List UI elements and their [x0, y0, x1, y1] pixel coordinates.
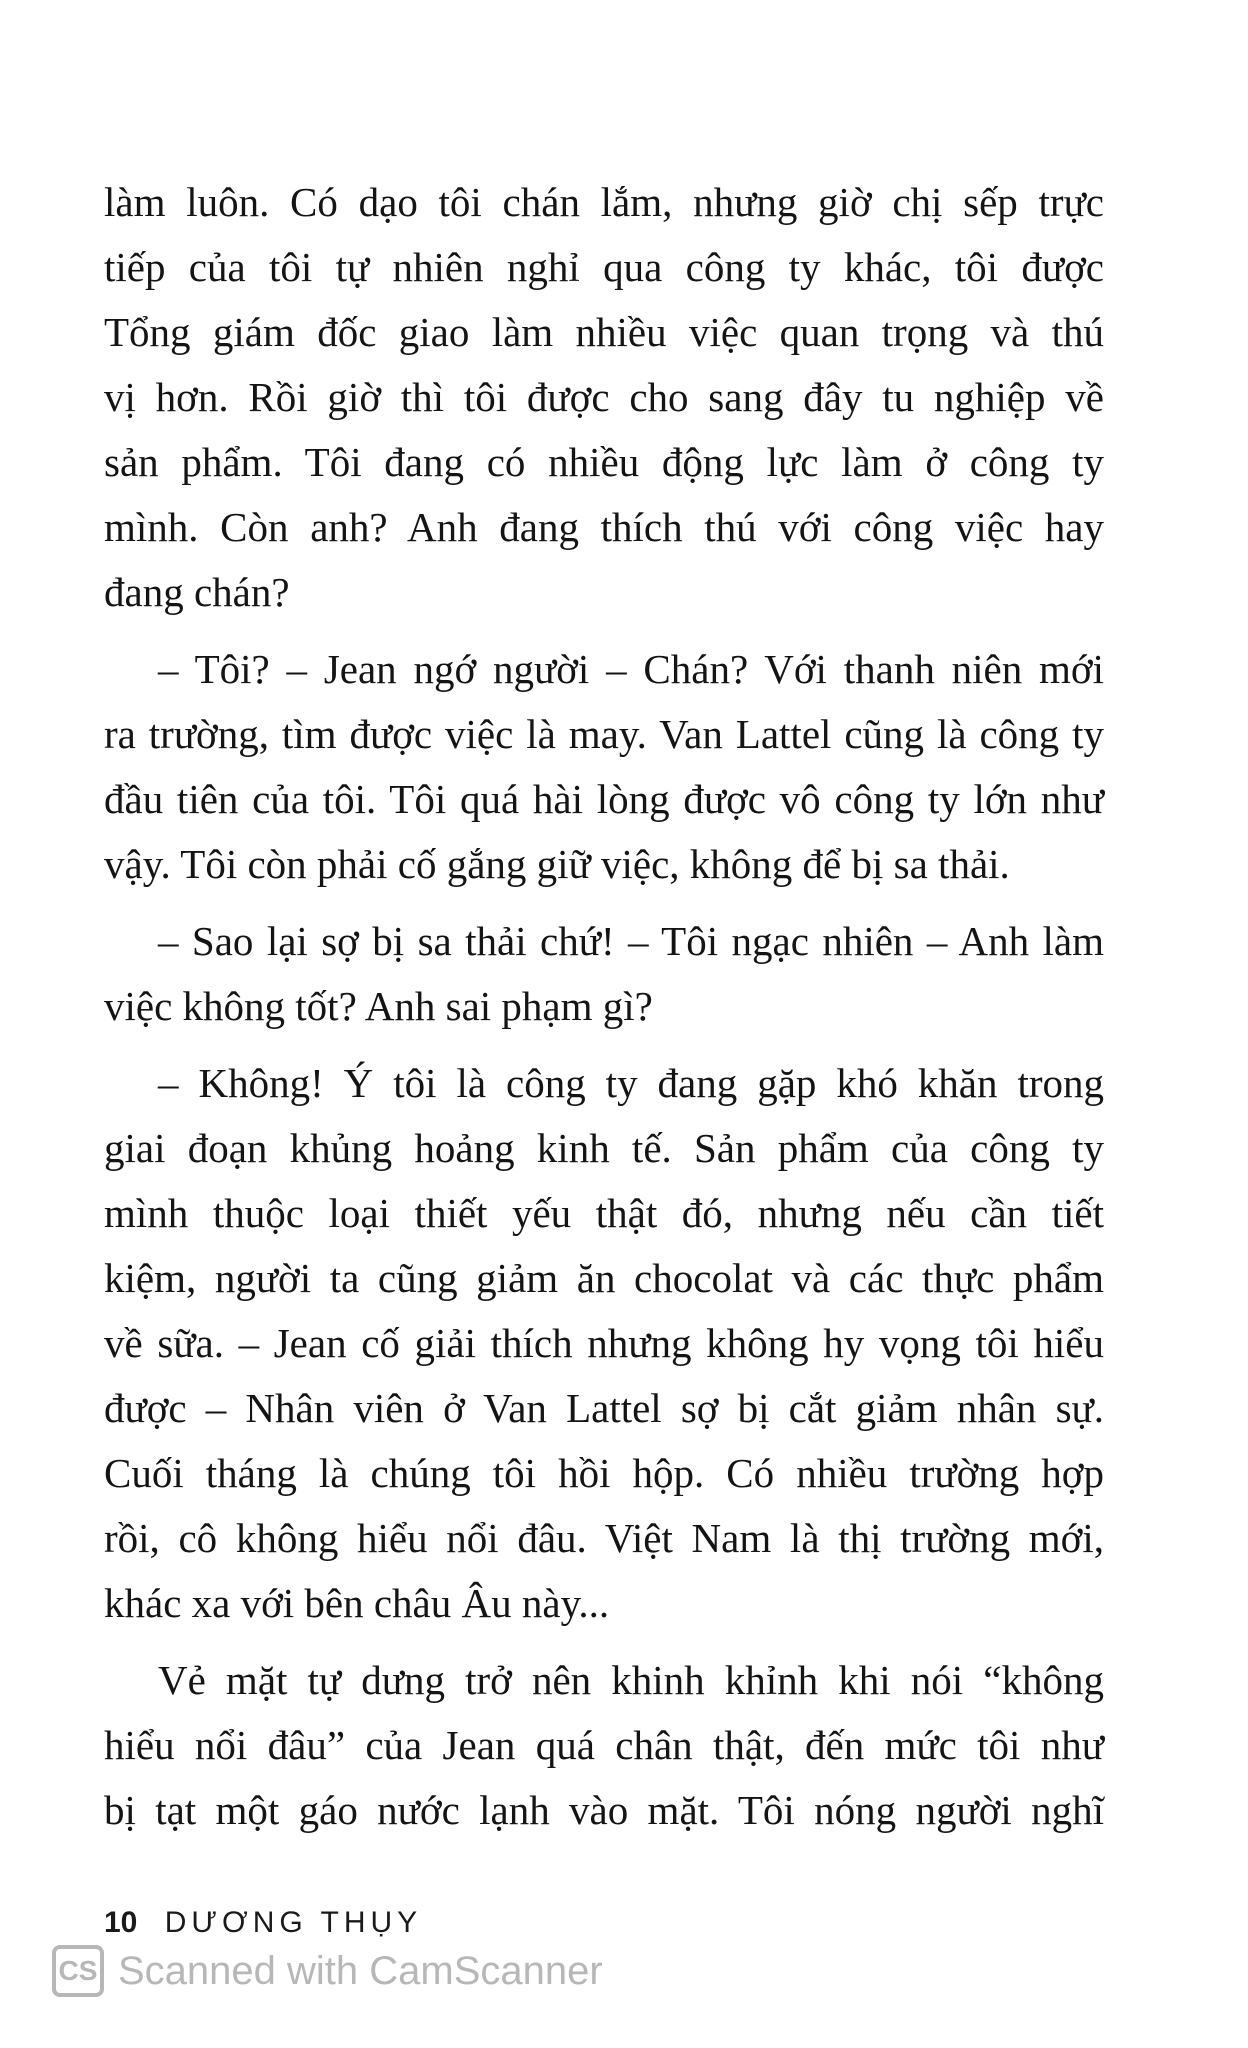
text-line: Tổng giám đốc giao làm nhiều việc quan trọng và thú [104, 309, 1104, 355]
text-line: được – Nhân viên ở Van Lattel sợ bị cắt giảm nhân sự. [104, 1385, 1104, 1431]
text-line: Vẻ mặt tự dưng trở nên khinh khỉnh khi nói “không [158, 1657, 1104, 1703]
author-name: DƯƠNG THỤY [164, 1906, 423, 1939]
text-line: – Không! Ý tôi là công ty đang gặp khó khăn trong [158, 1060, 1104, 1106]
text-line: mình. Còn anh? Anh đang thích thú với công việc hay [104, 504, 1104, 550]
text-line: đang chán? [104, 569, 290, 615]
text-line: Cuối tháng là chúng tôi hồi hộp. Có nhiều trường hợp [104, 1450, 1104, 1496]
camscanner-logo-icon: CS [52, 1945, 104, 1997]
paragraph-gap [104, 625, 1104, 637]
text-line: sản phẩm. Tôi đang có nhiều động lực làm ở công ty [104, 439, 1104, 485]
text-line: đầu tiên của tôi. Tôi quá hài lòng được vô công ty lớn như [104, 776, 1104, 822]
text-line: ra trường, tìm được việc là may. Van Lattel cũng là công ty [104, 711, 1104, 757]
text-line: bị tạt một gáo nước lạnh vào mặt. Tôi nóng người nghĩ [104, 1787, 1104, 1833]
paragraph-gap [104, 897, 1104, 909]
page-body-text [104, 170, 1104, 1843]
text-line: hiểu nổi đâu” của Jean quá chân thật, đến mức tôi như [104, 1722, 1104, 1768]
text-line: – Tôi? – Jean ngớ người – Chán? Với thanh niên mới [158, 646, 1104, 692]
text-line: rồi, cô không hiểu nổi đâu. Việt Nam là thị trường mới, [104, 1515, 1104, 1561]
paragraph-gap [104, 1636, 1104, 1648]
watermark-text: Scanned with CamScanner [118, 1948, 603, 1993]
text-line: vị hơn. Rồi giờ thì tôi được cho sang đây tu nghiệp về [104, 374, 1104, 420]
text-line: vậy. Tôi còn phải cố gắng giữ việc, không để bị sa thải. [104, 841, 1010, 887]
text-line: – Sao lại sợ bị sa thải chứ! – Tôi ngạc nhiên – Anh làm [158, 918, 1104, 964]
paragraph-gap [104, 1039, 1104, 1051]
text-line: về sữa. – Jean cố giải thích nhưng không hy vọng tôi hiểu [104, 1320, 1104, 1366]
text-line: việc không tốt? Anh sai phạm gì? [104, 983, 653, 1029]
text-line: khác xa với bên châu Âu này... [104, 1580, 610, 1626]
text-line: kiệm, người ta cũng giảm ăn chocolat và các thực phẩm [104, 1255, 1104, 1301]
text-line: mình thuộc loại thiết yếu thật đó, nhưng nếu cần tiết [104, 1190, 1104, 1236]
page-footer [104, 1906, 422, 1940]
page-number: 10 [104, 1906, 138, 1939]
text-line: giai đoạn khủng hoảng kinh tế. Sản phẩm của công ty [104, 1125, 1104, 1171]
text-line: làm luôn. Có dạo tôi chán lắm, nhưng giờ chị sếp trực [104, 179, 1104, 225]
text-line: tiếp của tôi tự nhiên nghỉ qua công ty khác, tôi được [104, 244, 1104, 290]
camscanner-watermark [52, 1945, 603, 1997]
